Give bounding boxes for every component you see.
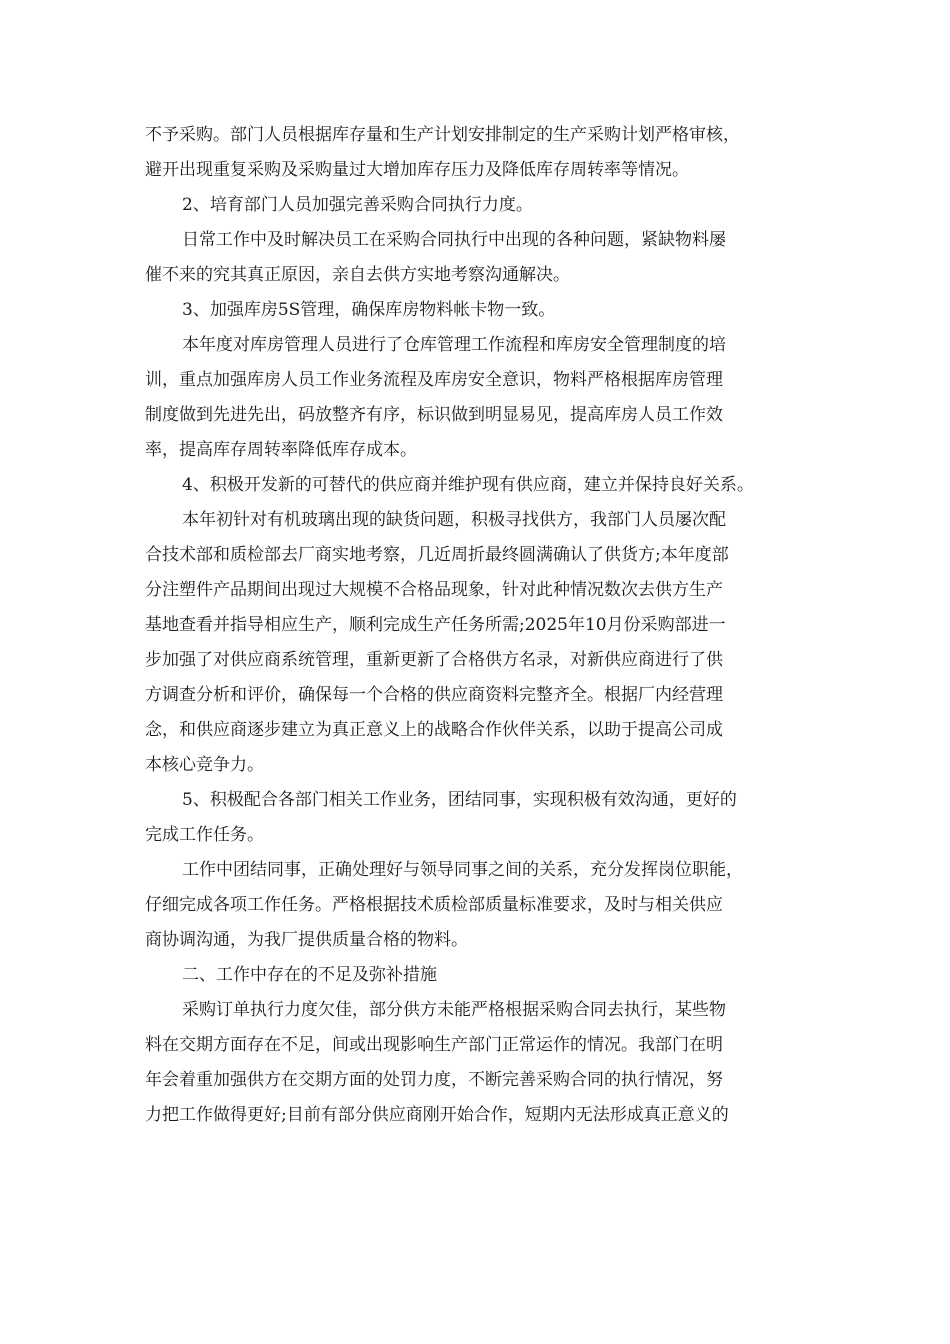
text-line: 本年初针对有机玻璃出现的缺货问题，积极寻找供方，我部门人员屡次配 — [182, 510, 726, 530]
text-line: 不予采购。部门人员根据库存量和生产计划安排制定的生产采购计划严格审核， — [145, 125, 740, 145]
text-line: 念，和供应商逐步建立为真正意义上的战略合作伙伴关系，以助于提高公司成 — [145, 720, 723, 740]
text-line: 日常工作中及时解决员工在采购合同执行中出现的各种问题，紧缺物料屡 — [182, 230, 726, 250]
text-line: 催不来的究其真正原因，亲自去供方实地考察沟通解决。 — [145, 265, 570, 285]
section-heading: 3、加强库房5S管理，确保库房物料帐卡物一致。 — [182, 300, 556, 320]
text-line: 料在交期方面存在不足，间或出现影响生产部门正常运作的情况。我部门在明 — [145, 1035, 723, 1055]
text-line: 合技术部和质检部去厂商实地考察，几近周折最终圆满确认了供货方;本年度部 — [145, 545, 729, 565]
text-line: 年会着重加强供方在交期方面的处罚力度，不断完善采购合同的执行情况，努 — [145, 1070, 723, 1090]
text-line: 训，重点加强库房人员工作业务流程及库房安全意识，物料严格根据库房管理 — [145, 370, 723, 390]
text-line: 步加强了对供应商系统管理，重新更新了合格供方名录，对新供应商进行了供 — [145, 650, 723, 670]
section-heading: 4、积极开发新的可替代的供应商并维护现有供应商，建立并保持良好关系。 — [182, 475, 754, 495]
text-line: 仔细完成各项工作任务。严格根据技术质检部质量标准要求，及时与相关供应 — [145, 895, 723, 915]
text-line: 本年度对库房管理人员进行了仓库管理工作流程和库房安全管理制度的培 — [182, 335, 726, 355]
text-line: 避开出现重复采购及采购量过大增加库存压力及降低库存周转率等情况。 — [145, 160, 689, 180]
text-line: 基地查看并指导相应生产，顺利完成生产任务所需;2025年10月份采购部进一 — [145, 615, 726, 635]
text-line: 分注塑件产品期间出现过大规模不合格品现象，针对此种情况数次去供方生产 — [145, 580, 723, 600]
document-body — [145, 118, 825, 1133]
text-line: 率，提高库存周转率降低库存成本。 — [145, 440, 417, 460]
text-line: 商协调沟通，为我厂提供质量合格的物料。 — [145, 930, 468, 950]
text-line: 力把工作做得更好;目前有部分供应商刚开始合作，短期内无法形成真正意义的 — [145, 1105, 729, 1125]
section-heading: 2、培育部门人员加强完善采购合同执行力度。 — [182, 195, 533, 215]
text-line: 采购订单执行力度欠佳，部分供方未能严格根据采购合同去执行，某些物 — [182, 1000, 726, 1020]
text-line: 工作中团结同事，正确处理好与领导同事之间的关系，充分发挥岗位职能， — [182, 860, 743, 880]
section-heading: 5、积极配合各部门相关工作业务，团结同事，实现积极有效沟通，更好的 — [182, 790, 737, 810]
text-line: 完成工作任务。 — [145, 825, 264, 845]
text-line: 制度做到先进先出，码放整齐有序，标识做到明显易见，提高库房人员工作效 — [145, 405, 723, 425]
text-line: 本核心竞争力。 — [145, 755, 264, 775]
section-heading: 二、工作中存在的不足及弥补措施 — [182, 965, 437, 985]
text-line: 方调查分析和评价，确保每一个合格的供应商资料完整齐全。根据厂内经营理 — [145, 685, 723, 705]
